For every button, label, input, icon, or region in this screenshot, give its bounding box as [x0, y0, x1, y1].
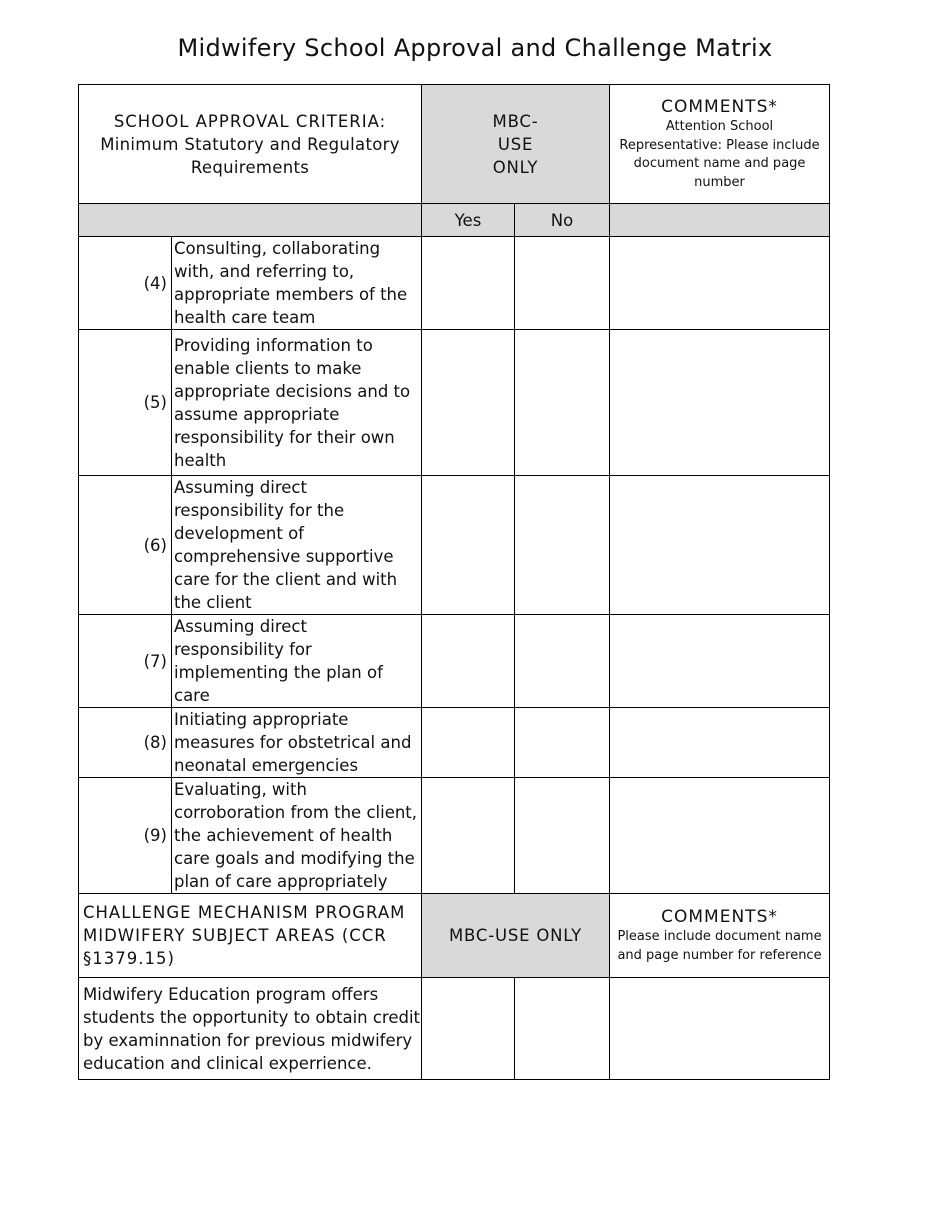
- criteria-header-subtitle: Minimum Statutory and Regulatory Requirements: [100, 134, 400, 177]
- header-row: [79, 85, 830, 204]
- no-cell[interactable]: [515, 330, 610, 476]
- no-cell[interactable]: [515, 778, 610, 894]
- challenge-yes-cell[interactable]: [422, 978, 515, 1080]
- challenge-no-cell[interactable]: [515, 978, 610, 1080]
- approval-matrix-table: [78, 84, 830, 1080]
- challenge-title: CHALLENGE MECHANISM PROGRAM MIDWIFERY SUBJECT AREAS (CCR §1379.15): [79, 894, 422, 978]
- yes-cell[interactable]: [422, 476, 515, 615]
- criteria-text: Assuming direct responsibility for implementing the plan of care: [172, 615, 422, 708]
- comments-subheader-blank: [610, 204, 830, 237]
- no-column-header: No: [515, 204, 610, 237]
- criteria-number: (9): [79, 778, 172, 894]
- comments-cell[interactable]: [610, 615, 830, 708]
- yes-cell[interactable]: [422, 615, 515, 708]
- criteria-text: Initiating appropriate measures for obstetrical and neonatal emergencies: [172, 708, 422, 778]
- challenge-row: [79, 978, 830, 1080]
- comments-header-title: COMMENTS*: [661, 97, 778, 117]
- comments-cell[interactable]: [610, 708, 830, 778]
- criteria-text: Consulting, collaborating with, and referring to, appropriate members of the health care team: [172, 237, 422, 330]
- challenge-mbc-use-label: MBC-USE ONLY: [422, 894, 610, 978]
- criteria-row: [79, 778, 830, 894]
- criteria-number: (6): [79, 476, 172, 615]
- yes-cell[interactable]: [422, 708, 515, 778]
- comments-cell[interactable]: [610, 476, 830, 615]
- yes-no-header-row: [79, 204, 830, 237]
- page-title: Midwifery School Approval and Challenge Matrix: [177, 34, 773, 62]
- comments-header-note: Attention School Representative: Please include document name and page number: [619, 119, 820, 190]
- challenge-description: Midwifery Education program offers students the opportunity to obtain credit by examinnation for previous midwifery education and clinical experrience.: [79, 978, 422, 1080]
- criteria-number: (7): [79, 615, 172, 708]
- comments-header: [610, 85, 830, 204]
- challenge-comments-cell[interactable]: [610, 978, 830, 1080]
- criteria-number: (4): [79, 237, 172, 330]
- challenge-header-row: [79, 894, 830, 978]
- yes-column-header: Yes: [422, 204, 515, 237]
- criteria-number: (8): [79, 708, 172, 778]
- challenge-comments-note: Please include document name and page number for reference: [617, 929, 822, 963]
- mbc-use-label: MBC-USE ONLY: [492, 111, 539, 177]
- comments-cell[interactable]: [610, 330, 830, 476]
- subheader-blank: [79, 204, 422, 237]
- no-cell[interactable]: [515, 708, 610, 778]
- comments-cell[interactable]: [610, 778, 830, 894]
- yes-cell[interactable]: [422, 330, 515, 476]
- criteria-header: [79, 85, 422, 204]
- criteria-row: [79, 708, 830, 778]
- yes-cell[interactable]: [422, 778, 515, 894]
- criteria-row: [79, 476, 830, 615]
- criteria-text: Assuming direct responsibility for the development of comprehensive supportive care for the client and with the client: [172, 476, 422, 615]
- no-cell[interactable]: [515, 476, 610, 615]
- challenge-comments-header: [610, 894, 830, 978]
- criteria-row: [79, 330, 830, 476]
- criteria-row: [79, 237, 830, 330]
- comments-cell[interactable]: [610, 237, 830, 330]
- criteria-number: (5): [79, 330, 172, 476]
- challenge-comments-title: COMMENTS*: [661, 907, 778, 927]
- no-cell[interactable]: [515, 615, 610, 708]
- criteria-text: Providing information to enable clients to make appropriate decisions and to assume appropriate responsibility for their own health: [172, 330, 422, 476]
- criteria-row: [79, 615, 830, 708]
- no-cell[interactable]: [515, 237, 610, 330]
- criteria-text: Evaluating, with corroboration from the client, the achievement of health care goals and modifying the plan of care appropriately: [172, 778, 422, 894]
- criteria-header-title: SCHOOL APPROVAL CRITERIA:: [113, 111, 387, 131]
- mbc-use-header: [422, 85, 610, 204]
- yes-cell[interactable]: [422, 237, 515, 330]
